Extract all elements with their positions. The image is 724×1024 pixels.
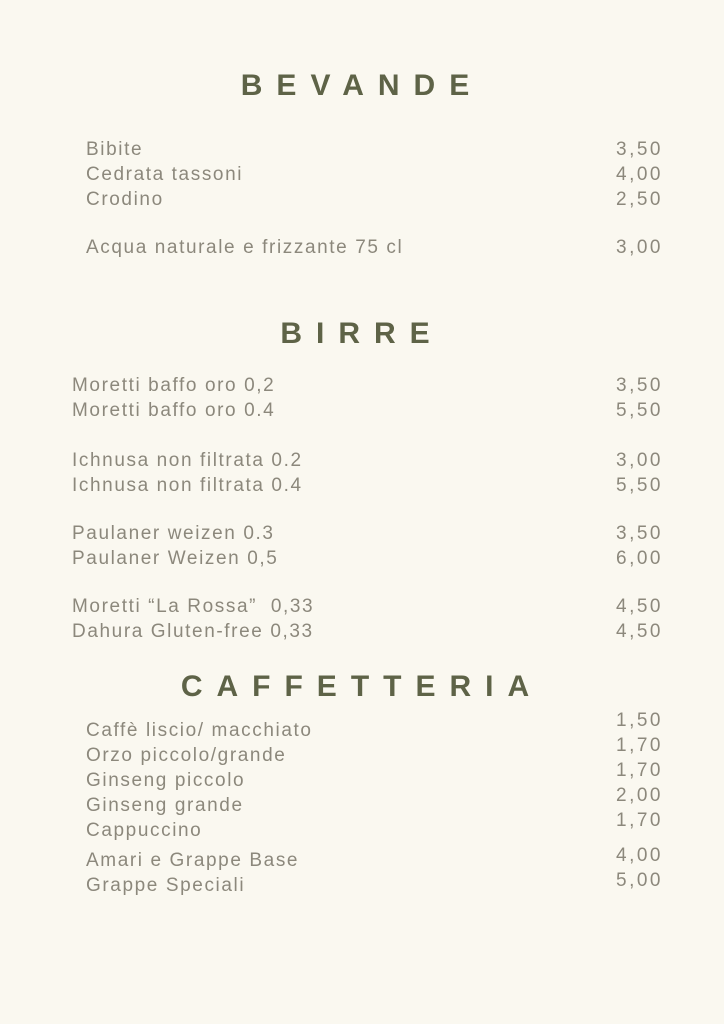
item-price: 6,00 <box>616 548 663 569</box>
menu-item-row <box>72 398 663 423</box>
item-name: Grappe Speciali <box>86 875 246 896</box>
item-price: 4,00 <box>616 164 663 185</box>
section-title-caffetteria: CAFFETTERIA <box>180 670 544 703</box>
menu-item-row <box>72 373 663 398</box>
menu-item-row <box>86 735 663 768</box>
menu-item-row <box>72 473 663 498</box>
section-title-birre: BIRRE <box>280 317 444 350</box>
menu-item-row <box>86 785 663 818</box>
item-name: Moretti “La Rossa” 0,33 <box>72 596 315 617</box>
item-price: 5,50 <box>616 400 663 421</box>
section-title-bevande: BEVANDE <box>240 69 484 102</box>
birre-paulaner-group <box>72 521 663 571</box>
item-name: Ginseng grande <box>86 795 244 816</box>
item-price: 1,70 <box>616 810 663 831</box>
menu-item-row <box>72 546 663 571</box>
birre-ichnusa-group <box>72 448 663 498</box>
item-price: 3,50 <box>616 375 663 396</box>
item-name: Cappuccino <box>86 820 203 841</box>
item-price: 4,50 <box>616 596 663 617</box>
item-price: 3,50 <box>616 139 663 160</box>
menu-item-row <box>86 710 663 743</box>
item-name: Acqua naturale e frizzante 75 cl <box>86 237 404 258</box>
item-name: Cedrata tassoni <box>86 164 244 185</box>
item-price: 1,70 <box>616 735 663 756</box>
item-price: 2,00 <box>616 785 663 806</box>
menu-item-row <box>86 187 663 212</box>
item-name: Paulaner Weizen 0,5 <box>72 548 279 569</box>
bevande-soft-drinks-group <box>86 137 663 212</box>
menu-item-row <box>86 162 663 187</box>
item-price: 3,50 <box>616 523 663 544</box>
birre-moretti-group <box>72 373 663 423</box>
item-name: Ichnusa non filtrata 0.2 <box>72 450 303 471</box>
menu-item-row <box>72 594 663 619</box>
item-price: 3,00 <box>616 450 663 471</box>
item-price: 4,50 <box>616 621 663 642</box>
item-name: Ichnusa non filtrata 0.4 <box>72 475 303 496</box>
menu-item-row <box>86 137 663 162</box>
item-price: 4,00 <box>616 845 663 866</box>
item-name: Dahura Gluten-free 0,33 <box>72 621 314 642</box>
item-price: 3,00 <box>616 237 663 258</box>
item-name: Amari e Grappe Base <box>86 850 300 871</box>
item-name: Moretti baffo oro 0,2 <box>72 375 276 396</box>
item-price: 5,50 <box>616 475 663 496</box>
item-price: 1,70 <box>616 760 663 781</box>
caffetteria-coffee-group <box>86 710 663 843</box>
item-price: 2,50 <box>616 189 663 210</box>
menu-item-row <box>72 448 663 473</box>
item-name: Paulaner weizen 0.3 <box>72 523 275 544</box>
item-name: Moretti baffo oro 0.4 <box>72 400 276 421</box>
item-name: Bibite <box>86 139 144 160</box>
menu-item-row <box>86 870 663 898</box>
item-price: 5,00 <box>616 870 663 891</box>
menu-item-row <box>86 235 663 260</box>
menu-item-row <box>72 619 663 644</box>
item-name: Orzo piccolo/grande <box>86 745 287 766</box>
caffetteria-spirits-group <box>86 845 663 898</box>
item-price: 1,50 <box>616 710 663 731</box>
menu-item-row <box>86 760 663 793</box>
menu-item-row <box>86 810 663 843</box>
menu-item-row <box>72 521 663 546</box>
item-name: Ginseng piccolo <box>86 770 246 791</box>
item-name: Crodino <box>86 189 164 210</box>
menu-item-row <box>86 845 663 873</box>
birre-specials-group <box>72 594 663 644</box>
item-name: Caffè liscio/ macchiato <box>86 720 313 741</box>
bevande-water-group <box>86 235 663 260</box>
